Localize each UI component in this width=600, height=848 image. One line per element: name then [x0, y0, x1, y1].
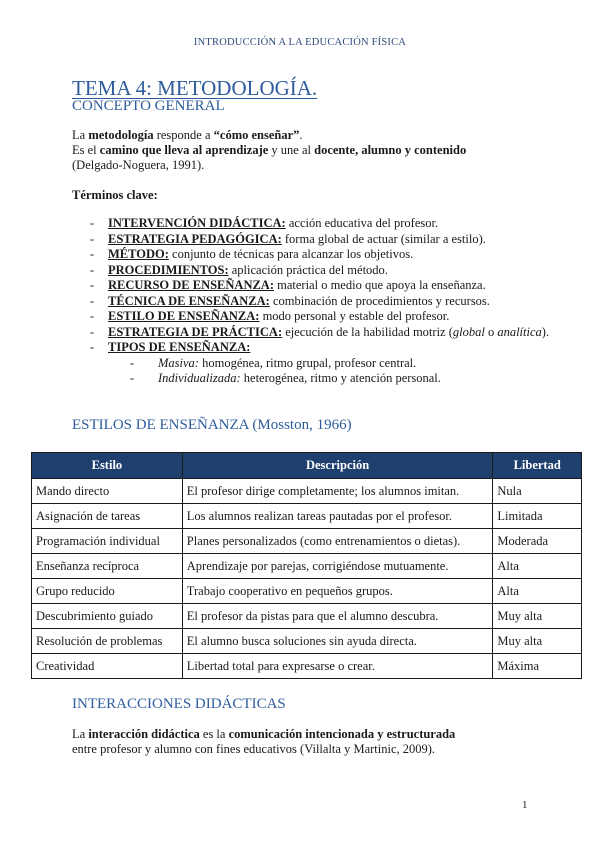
table-cell: Libertad total para expresarse o crear.: [182, 654, 493, 679]
table-cell: Grupo reducido: [32, 579, 183, 604]
list-item: - INTERVENCIÓN DIDÁCTICA: acción educativa del profesor.: [90, 216, 550, 232]
concepto-line-1: La metodología responde a “cómo enseñar”.: [72, 128, 303, 142]
table-cell: El profesor da pistas para que el alumno descubra.: [182, 604, 493, 629]
table-cell: Moderada: [493, 529, 582, 554]
table-row: [32, 554, 582, 579]
list-item: - Masiva: homogénea, ritmo grupal, profesor central.: [144, 356, 550, 372]
table-cell: Nula: [493, 479, 582, 504]
list-item: - ESTRATEGIA PEDAGÓGICA: forma global de actuar (similar a estilo).: [90, 232, 550, 248]
tipos-sublist: [108, 356, 550, 387]
interacciones-line-2: entre profesor y alumno con fines educativos (Villalta y Martinic, 2009).: [72, 742, 436, 756]
column-header: Estilo: [32, 453, 183, 479]
table-cell: Trabajo cooperativo en pequeños grupos.: [182, 579, 493, 604]
page-number: 1: [522, 799, 528, 811]
table-row: [32, 579, 582, 604]
table-row: [32, 504, 582, 529]
list-item: - Individualizada: heterogénea, ritmo y atención personal.: [144, 371, 550, 387]
table-cell: Alta: [493, 554, 582, 579]
table-row: [32, 654, 582, 679]
table-row: [32, 479, 582, 504]
concepto-line-2: Es el camino que lleva al aprendizaje y une al docente, alumno y contenido: [72, 143, 467, 157]
table-cell: Muy alta: [493, 604, 582, 629]
table-cell: Limitada: [493, 504, 582, 529]
column-header: Descripción: [182, 453, 493, 479]
table-row: [32, 529, 582, 554]
estilos-table: [31, 452, 582, 679]
terminos-heading: Términos clave:: [72, 188, 158, 202]
list-item: - ESTILO DE ENSEÑANZA: modo personal y estable del profesor.: [90, 309, 550, 325]
table-cell: Creatividad: [32, 654, 183, 679]
table-cell: Máxima: [493, 654, 582, 679]
table-cell: Descubrimiento guiado: [32, 604, 183, 629]
terminos-list: [90, 216, 550, 387]
list-item: - ESTRATEGIA DE PRÁCTICA: ejecución de la habilidad motriz (global o analítica).: [90, 325, 550, 341]
table-row: [32, 629, 582, 654]
interacciones-paragraph: [72, 727, 552, 757]
table-row: [32, 604, 582, 629]
section-heading-estilos: ESTILOS DE ENSEÑANZA (Mosston, 1966): [72, 417, 352, 433]
table-cell: Enseñanza recíproca: [32, 554, 183, 579]
table-cell: Alta: [493, 579, 582, 604]
page-title: TEMA 4: METODOLOGÍA.: [72, 76, 318, 100]
table-cell: Asignación de tareas: [32, 504, 183, 529]
table-cell: Aprendizaje por parejas, corrigiéndose mutuamente.: [182, 554, 493, 579]
table-header-row: [32, 453, 582, 479]
concepto-line-3: (Delgado-Noguera, 1991).: [72, 158, 205, 172]
column-header: Libertad: [493, 453, 582, 479]
list-item: - MÉTODO: conjunto de técnicas para alcanzar los objetivos.: [90, 247, 550, 263]
table-cell: El alumno busca soluciones sin ayuda directa.: [182, 629, 493, 654]
section-heading-interacciones: INTERACCIONES DIDÁCTICAS: [72, 696, 286, 712]
list-item: - TIPOS DE ENSEÑANZA: - Masiva: homogénea, ritmo grupal, profesor central. - Individualizada: heterogénea, ritmo y atención personal.: [90, 340, 550, 387]
interacciones-line-1: La interacción didáctica es la comunicación intencionada y estructurada: [72, 727, 456, 741]
table-cell: Mando directo: [32, 479, 183, 504]
table-cell: El profesor dirige completamente; los alumnos imitan.: [182, 479, 493, 504]
table-cell: Programación individual: [32, 529, 183, 554]
list-item: - TÉCNICA DE ENSEÑANZA: combinación de procedimientos y recursos.: [90, 294, 550, 310]
concepto-paragraph: [72, 128, 542, 173]
running-header: INTRODUCCIÓN A LA EDUCACIÓN FÍSICA: [193, 37, 407, 48]
list-item: - PROCEDIMIENTOS: aplicación práctica del método.: [90, 263, 550, 279]
table-cell: Planes personalizados (como entrenamientos o dietas).: [182, 529, 493, 554]
table-cell: Los alumnos realizan tareas pautadas por el profesor.: [182, 504, 493, 529]
table-cell: Muy alta: [493, 629, 582, 654]
table-cell: Resolución de problemas: [32, 629, 183, 654]
section-heading-concepto: CONCEPTO GENERAL: [72, 98, 225, 114]
list-item: - RECURSO DE ENSEÑANZA: material o medio que apoya la enseñanza.: [90, 278, 550, 294]
